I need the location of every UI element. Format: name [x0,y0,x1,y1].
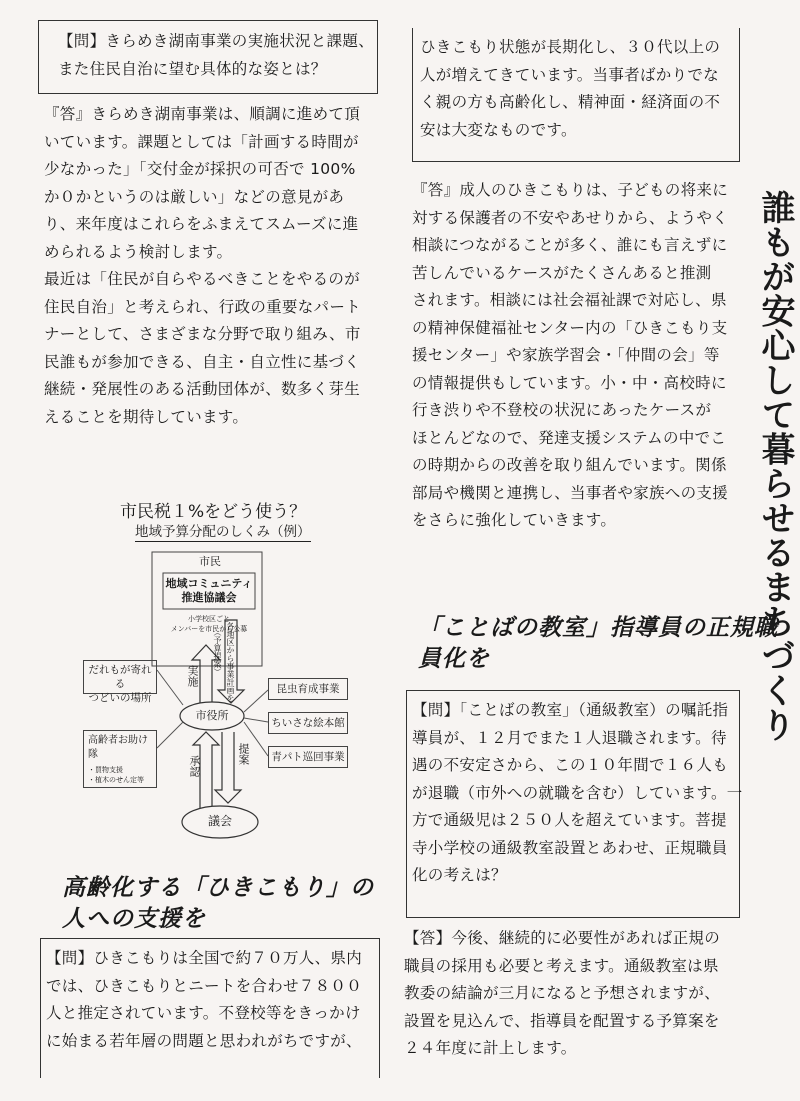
text-line: 職員の採用も必要と考えます。通級教室は県 [404,956,719,975]
text-line: また住民自治に望む具体的な姿とは？ [58,59,327,78]
text-line: されます。相談には社会福祉課で対応し、県 [412,291,727,309]
diagram-title: 市民税１%をどう使う？ [120,502,307,522]
heading-line: 「ことばの教室」指導員の正規職 [418,615,778,641]
answer-kotoba [404,925,720,1063]
diagram-subtitle: 地域予算分配のしくみ（例） [135,520,311,542]
text-line: 行き渋りや不登校の状況にあったケースが [412,401,712,419]
question-kotoba [412,697,743,890]
text-line: 継続・発展性のある活動団体が、数多く芽生 [44,380,361,398]
council-line: 地域コミュニティ [165,577,253,590]
text-line: えることを期待しています。 [44,407,249,426]
text-line: 遇の不安定さから、この１０年間で１６人も [412,756,729,774]
text-line: ほとんどなので、発達支援システムの中でこ [412,428,727,447]
citizen-label: 市民 [199,555,221,568]
box-item: ・植木のせん定等 [88,776,144,784]
text-line: が退職（市外への就職を含む）しています。一 [412,783,743,802]
box-title: 高齢者お助け隊 [88,735,148,760]
text-line: をさらに強化していきます。 [412,511,617,529]
answer-hikikomori [412,177,728,535]
text-line: められるよう検討します。 [44,242,233,261]
plan-label: （予算提案） [213,628,222,676]
text-line: 【問】きらめき湖南事業の実施状況と課題、 [58,32,375,50]
text-line: 【問】「ことばの教室」（通級教室）の嘱託指 [412,701,729,719]
text-line: か０かというのは厳しい」などの意見があ [44,187,345,206]
vertical-title: 誰もが安心して暮らせるまちづくり [755,190,795,742]
text-line: 教委の結論が三月になると予想されますが、 [404,984,721,1002]
assembly: 議会 [207,814,232,828]
gathering-place-box [83,660,157,704]
text-line: り、来年度はこれらをふまえてスムーズに進 [44,215,359,233]
text-line: 【答】今後、継続的に必要性があれば正規の [404,929,721,947]
text-line: では、ひきこもりとニートを合わせ７８００ [46,976,363,995]
text-line: 『答』きらめき湖南事業は、順調に進めて頂 [44,105,361,123]
council-note-line: メンバーを市民から公募 [170,625,248,633]
box-item: ・買物支援 [88,766,123,774]
text-line: 相談につながることが多く、誰にも言えずに [412,236,728,254]
text-line: 人が増えてきています。当事者ばかりでな [420,65,719,84]
text-line: 【問】ひきこもりは全国で約７０万人、県内 [46,949,363,967]
text-line: 部局や機関と連携し、当事者や家族への支援 [412,483,729,502]
heading-line: 人への支援を [62,906,206,932]
text-line: ナーとして、さまざまな分野で取り組み、市 [44,325,361,343]
box-line: だれもが寄れる [88,664,152,690]
insect-project-box: 昆虫育成事業 [268,678,348,700]
question-hikikomori [46,945,362,1055]
council-line: 推進協議会 [181,591,237,604]
shonin-label: 承認 [188,755,201,777]
text-line: いています。課題としては「計画する時間が [44,132,359,151]
text-line: 化の考えは？ [412,866,507,884]
city-hall: 市役所 [195,709,229,722]
text-line: 寺小学校の通級教室設置とあわせ、正規職員 [412,838,728,857]
community-council [164,577,254,605]
heading-line: 員化を [418,646,490,672]
jisshi-label: 実施 [186,665,199,687]
text-line: 方で通級児は２５０人を超えています。菩提 [412,811,727,829]
question-hikikomori-cont [420,34,720,144]
text-line: 民誰もが参加できる、自主・自立性に基づく [44,352,361,371]
text-line: 苦しんでいるケースがたくさんあると推測 [412,263,712,282]
text-line: の情報提供もしています。小・中・高校時に [412,373,727,392]
text-line: 対する保護者の不安やあせりから、ようやく [412,208,729,227]
text-line: 『答』成人のひきこもりは、子どもの将来に [412,181,729,199]
text-line: 援センター」や家族学習会・「仲間の会」等 [412,346,720,364]
teian-label: 提案 [237,743,250,765]
heading-kotoba [418,613,778,675]
picture-book-box: ちいさな絵本館 [268,712,348,734]
elderly-helpers-box [83,730,157,788]
text-line: 最近は「住民が自らやるべきことをやるのが [44,270,361,288]
text-line: 導員が、１２月でまた１人退職されます。待 [412,728,727,747]
text-line: 人と推定されています。不登校等をきっかけ [46,1004,361,1022]
text-line: く親の方も高齢化し、精神面・経済面の不 [420,93,721,111]
text-line: 設置を見込んで、指導員を配置する予算案を [404,1011,720,1030]
heading-hikikomori [62,873,374,935]
council-note [160,614,258,634]
text-line: 少なかった」「交付金が採択の可否で 100% [44,160,356,178]
text-line: ひきこもり状態が長期化し、３０代以上の [420,38,721,56]
request-label: 各地区から事業計画を [226,622,235,702]
council-note-line: 小学校区ごと [188,615,230,623]
heading-line: 高齢化する「ひきこもり」の [62,875,374,901]
text-line: 安は大変なものです。 [420,120,577,139]
text-line: の時期からの改善を取り組んでいます。関係 [412,456,727,474]
text-line: の精神保健福祉センター内の「ひきこもり支 [412,318,728,337]
patrol-project-box: 青パト巡回事業 [268,746,348,768]
text-line: 住民自治」と考えられ、行政の重要なパート [44,297,361,316]
text-line: ２４年度に計上します。 [404,1039,577,1057]
box-line: つどいの場所 [88,692,152,704]
text-line: に始まる若年層の問題と思われがちですが、 [46,1031,362,1050]
